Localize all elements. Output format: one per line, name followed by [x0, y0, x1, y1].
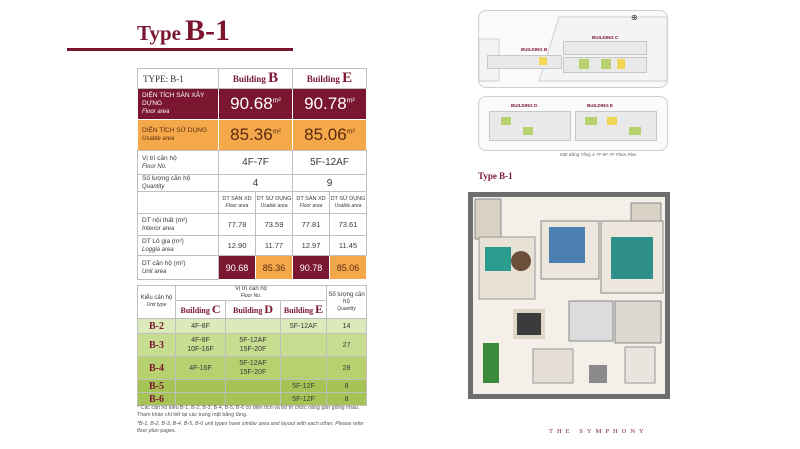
highlight-unit: [601, 59, 611, 69]
unit-type-table: [137, 285, 367, 406]
building-letter: B: [268, 70, 279, 86]
title-prefix: Type: [137, 21, 181, 45]
label-vi: DIỆN TÍCH SÀN XÂY DỰNG: [142, 92, 205, 107]
building-word: Building: [232, 306, 263, 315]
usable-area-label: [138, 120, 219, 151]
label-en: Floor No.: [142, 163, 167, 170]
table-header-row: [138, 69, 367, 89]
building-b-header: [219, 69, 293, 89]
site-plan-top: [478, 10, 668, 88]
cell: [176, 380, 226, 393]
cell: 73.59: [256, 214, 293, 236]
cell: 85.36: [256, 256, 293, 280]
highlight-unit: [629, 127, 641, 135]
cell: 85.06: [330, 256, 367, 280]
unit: m²: [272, 128, 281, 136]
sub-en: Floor area: [299, 202, 323, 209]
interior-area-row: [138, 214, 367, 236]
unit-type: B-5: [138, 380, 176, 393]
cell: [226, 380, 281, 393]
highlight-unit: [523, 127, 533, 135]
usable-area-e: [293, 120, 367, 151]
cell: 11.77: [256, 236, 293, 256]
label-vi: Kiểu căn hộ: [140, 295, 173, 301]
value: 85.36: [230, 125, 273, 144]
sub-vi: DT SÀN XD: [296, 196, 326, 202]
floor-no-b: 4F-7F: [219, 151, 293, 175]
sub-en: Usable area: [334, 202, 362, 209]
value: 85.06: [304, 125, 347, 144]
floor-plan: [468, 192, 670, 399]
cell: 12.97: [293, 236, 330, 256]
sub-en: Usable area: [260, 202, 288, 209]
cell: [176, 334, 226, 357]
quantity-row: [138, 175, 367, 192]
building-d-label: BUILDING D: [511, 103, 538, 108]
cell: 73.61: [330, 214, 367, 236]
cell: 5F-12F: [281, 393, 327, 406]
title-main: B-1: [184, 14, 230, 47]
cell: 8: [327, 380, 367, 393]
cell: 14: [327, 319, 367, 334]
building-block: [563, 41, 647, 55]
row-label: [138, 256, 219, 280]
note-vi: * Các căn hộ kiểu B-1, B-2, B-3, B-4, B-5, B-6 có diện tích và bố trí chức năng gần giống nhau. Tham khảo chi tiết tại các trang mặt bằng tầng.: [137, 405, 360, 418]
building-c-label: BUILDING C: [592, 35, 619, 40]
line: 5F-12AF 15F-20F: [239, 360, 267, 376]
table-row: [138, 380, 367, 393]
area-detail-table: [137, 150, 367, 280]
cell: 90.68: [219, 256, 256, 280]
cell: [226, 393, 281, 406]
sub-vi: DT SỬ DỤNG: [256, 196, 292, 202]
building-b-label: BUILDING B: [521, 47, 548, 52]
floor-area-label: [138, 89, 219, 120]
building-letter: C: [211, 302, 221, 316]
label-en: Quantity: [142, 184, 165, 190]
cell: 28: [327, 357, 367, 380]
unit-type: B-4: [138, 357, 176, 380]
label-vi: Vị trí căn hộ: [142, 154, 177, 162]
table-row: [138, 393, 367, 406]
floor-plan-drawing: [473, 197, 665, 394]
compass-icon: ⊕: [631, 13, 638, 22]
value: 90.68: [230, 94, 273, 113]
floor-area-b: [219, 89, 293, 120]
building-block: [487, 55, 562, 69]
cell: 4F-16F: [176, 357, 226, 380]
note-en: *B-1, B-2, B-3, B-4, B-5, B-6 unit types have similar area and layout with each other. Please refer floor plan pages.: [137, 421, 364, 434]
floor-no-label: [138, 151, 219, 175]
unit-area-row: [138, 256, 367, 280]
sub-header: [330, 192, 367, 214]
highlight-unit: [501, 117, 511, 125]
cell: 90.78: [293, 256, 330, 280]
type-label: TYPE: B-1: [138, 69, 219, 89]
highlight-unit: [607, 117, 617, 125]
cell: [226, 319, 281, 334]
building-d-header: [226, 301, 281, 319]
sub-en: Floor area: [225, 202, 249, 209]
site-plan-bottom: [478, 96, 668, 151]
building-e-header: [293, 69, 367, 89]
building-e-header: [281, 301, 327, 319]
cell: 27: [327, 334, 367, 357]
building-word: Building: [180, 306, 210, 315]
quantity-e: 9: [293, 175, 367, 192]
floor-no-header: [176, 286, 327, 301]
unit: m²: [346, 97, 355, 105]
usable-area-b: [219, 120, 293, 151]
cell: 4F-8F: [176, 319, 226, 334]
cell: [226, 357, 281, 380]
quantity-header: [327, 286, 367, 319]
label-en: Loggia area: [142, 246, 174, 253]
building-letter: D: [264, 302, 274, 316]
floor-area-e: [293, 89, 367, 120]
cell: [176, 393, 226, 406]
unit-type: B-3: [138, 334, 176, 357]
highlight-unit: [617, 59, 625, 69]
label-vi: DT căn hộ (m²): [142, 259, 186, 267]
floor-no-e: 5F-12AF: [293, 151, 367, 175]
footnotes: [137, 405, 370, 437]
sub-header-row: [138, 192, 367, 214]
unit: m²: [272, 97, 281, 105]
label-en: Interior area: [142, 225, 175, 232]
row-label: [138, 236, 219, 256]
label-vi: DT Lô gia (m²): [142, 237, 184, 245]
title-underline: [67, 48, 293, 51]
value: 90.78: [304, 94, 347, 113]
sub-header: [256, 192, 293, 214]
highlight-unit: [539, 57, 547, 65]
label-en: Floor No.: [240, 293, 262, 299]
label-en: Floor area: [142, 109, 170, 115]
usable-area-row: [138, 120, 367, 151]
cell: 77.78: [219, 214, 256, 236]
sub-header: [293, 192, 330, 214]
label-en: Usable area: [142, 136, 175, 142]
line: 5F-12AF 15F-20F: [239, 337, 267, 353]
building-word: Building: [283, 306, 314, 315]
building-e-label: BUILDING E: [587, 103, 614, 108]
unit-type-header: [138, 286, 176, 319]
row-label: [138, 214, 219, 236]
cell: 11.45: [330, 236, 367, 256]
building-letter: E: [315, 302, 324, 316]
cell: [226, 334, 281, 357]
cell: [281, 334, 327, 357]
quantity-b: 4: [219, 175, 293, 192]
sub-header: [219, 192, 256, 214]
cell: 8: [327, 393, 367, 406]
label-vi: DT nội thất (m²): [142, 216, 188, 224]
unit-type: B-2: [138, 319, 176, 334]
loggia-area-row: [138, 236, 367, 256]
empty-cell: [138, 192, 219, 214]
building-block: [575, 111, 657, 141]
label-vi: Số lượng căn hộ: [328, 291, 365, 305]
building-letter: E: [342, 70, 353, 86]
building-block: [489, 111, 571, 141]
floorplan-label: Type B-1: [478, 171, 513, 181]
building-word: Building: [232, 74, 266, 84]
sub-vi: DT SỬ DỤNG: [330, 196, 366, 202]
quantity-label: [138, 175, 219, 192]
table-row: [138, 357, 367, 380]
brand-logo: THE SYMPHONY: [549, 428, 648, 435]
label-vi: Số lượng căn hộ: [142, 175, 191, 182]
highlight-unit: [579, 59, 589, 69]
cell: 5F-12AF: [281, 319, 327, 334]
cell: 77.81: [293, 214, 330, 236]
area-summary-table: [137, 68, 367, 151]
page-title: [137, 14, 230, 48]
label-vi: DIỆN TÍCH SỬ DỤNG: [142, 127, 208, 134]
label-en: Quantity: [337, 305, 356, 312]
floor-area-row: [138, 89, 367, 120]
label-vi: Vị trí căn hộ: [235, 286, 268, 292]
unit-type: B-6: [138, 393, 176, 406]
label-en: Unit area: [142, 268, 167, 275]
cell: 12.90: [219, 236, 256, 256]
floor-no-row: [138, 151, 367, 175]
cell: 5F-12F: [281, 380, 327, 393]
table3-header-row: [138, 286, 367, 301]
site-plan-caption: Mặt Bằng Tầng 4-7F-8F-7F Floor Plan: [560, 152, 637, 157]
cell: [281, 357, 327, 380]
line: 4F-8F 10F-16F: [187, 337, 214, 353]
table-row: [138, 334, 367, 357]
building-word: Building: [306, 74, 340, 84]
unit: m²: [346, 128, 355, 136]
building-c-header: [176, 301, 226, 319]
sub-vi: DT SÀN XD: [222, 196, 252, 202]
label-en: Unit type: [146, 302, 167, 308]
highlight-unit: [585, 117, 597, 125]
table-row: [138, 319, 367, 334]
